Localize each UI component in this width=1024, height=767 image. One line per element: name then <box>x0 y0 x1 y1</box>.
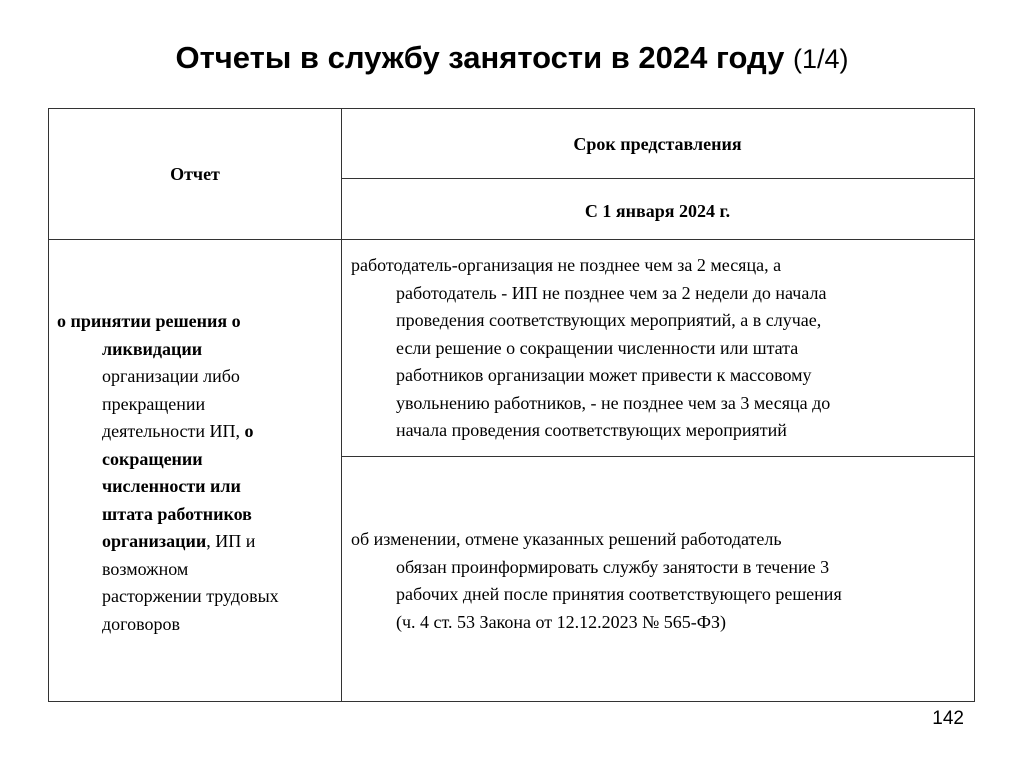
deadline-line: работников организации может привести к массовому <box>396 365 812 385</box>
report-line <box>57 391 279 419</box>
report-line <box>57 583 279 611</box>
report-line <box>57 336 279 364</box>
title-main: Отчеты в службу занятости в 2024 году <box>175 40 785 75</box>
deadline-line: если решение о сокращении численности или штата <box>396 337 799 358</box>
page-number: 142 <box>932 708 964 729</box>
report-text: прекращении <box>102 393 206 414</box>
report-text: организации либо <box>102 366 240 386</box>
reports-table <box>48 108 975 702</box>
report-text: штата работников <box>102 503 252 524</box>
header-date: С 1 января 2024 г. <box>584 201 731 221</box>
report-line <box>57 556 279 584</box>
deadline-line: проведения соответствующих мероприятий, а в случае, <box>396 310 822 330</box>
header-divider <box>341 178 974 179</box>
report-line <box>57 418 279 446</box>
deadline-cell-1 <box>351 252 830 445</box>
title-part: (1/4) <box>792 44 849 74</box>
deadline-line: (ч. 4 ст. 53 Закона от 12.12.2023 № 565-ФЗ) <box>396 611 727 632</box>
report-line <box>57 308 279 336</box>
report-text: сокращении <box>102 448 203 469</box>
row-divider <box>341 456 974 457</box>
report-line <box>57 446 279 474</box>
report-text: договоров <box>102 613 180 634</box>
report-line <box>57 473 279 501</box>
deadline-line: увольнению работников, - не позднее чем за 3 месяца до <box>396 392 831 413</box>
deadline-line: обязан проинформировать службу занятости в течение 3 <box>396 556 830 577</box>
deadline-line: работодатель - ИП не позднее чем за 2 недели до начала <box>396 282 827 303</box>
report-text: , ИП и <box>206 531 256 551</box>
report-text: организации <box>102 531 207 551</box>
column-divider <box>341 109 342 701</box>
deadline-cell-2 <box>351 526 842 636</box>
deadline-line: работодатель-организация не позднее чем за 2 месяца, а <box>351 255 782 275</box>
report-line <box>57 501 279 529</box>
header-report: Отчет <box>170 164 220 184</box>
header-deadline: Срок представления <box>573 134 742 154</box>
report-text: ликвидации <box>102 338 203 359</box>
header-bottom-divider <box>49 239 974 240</box>
report-line <box>57 611 279 639</box>
report-text: деятельности ИП, <box>102 421 245 441</box>
report-line <box>57 528 279 556</box>
report-line <box>57 363 279 391</box>
report-text: расторжении трудовых <box>102 586 279 606</box>
report-text: о принятии решения о <box>57 311 241 331</box>
report-text: численности или <box>102 476 241 496</box>
report-cell <box>57 308 279 638</box>
report-text: возможном <box>102 558 189 579</box>
slide-title <box>0 40 1024 76</box>
report-text: о <box>244 421 254 441</box>
deadline-line: об изменении, отмене указанных решений работодатель <box>351 529 782 549</box>
deadline-line: рабочих дней после принятия соответствующего решения <box>396 584 842 604</box>
deadline-line: начала проведения соответствующих мероприятий <box>396 420 787 440</box>
